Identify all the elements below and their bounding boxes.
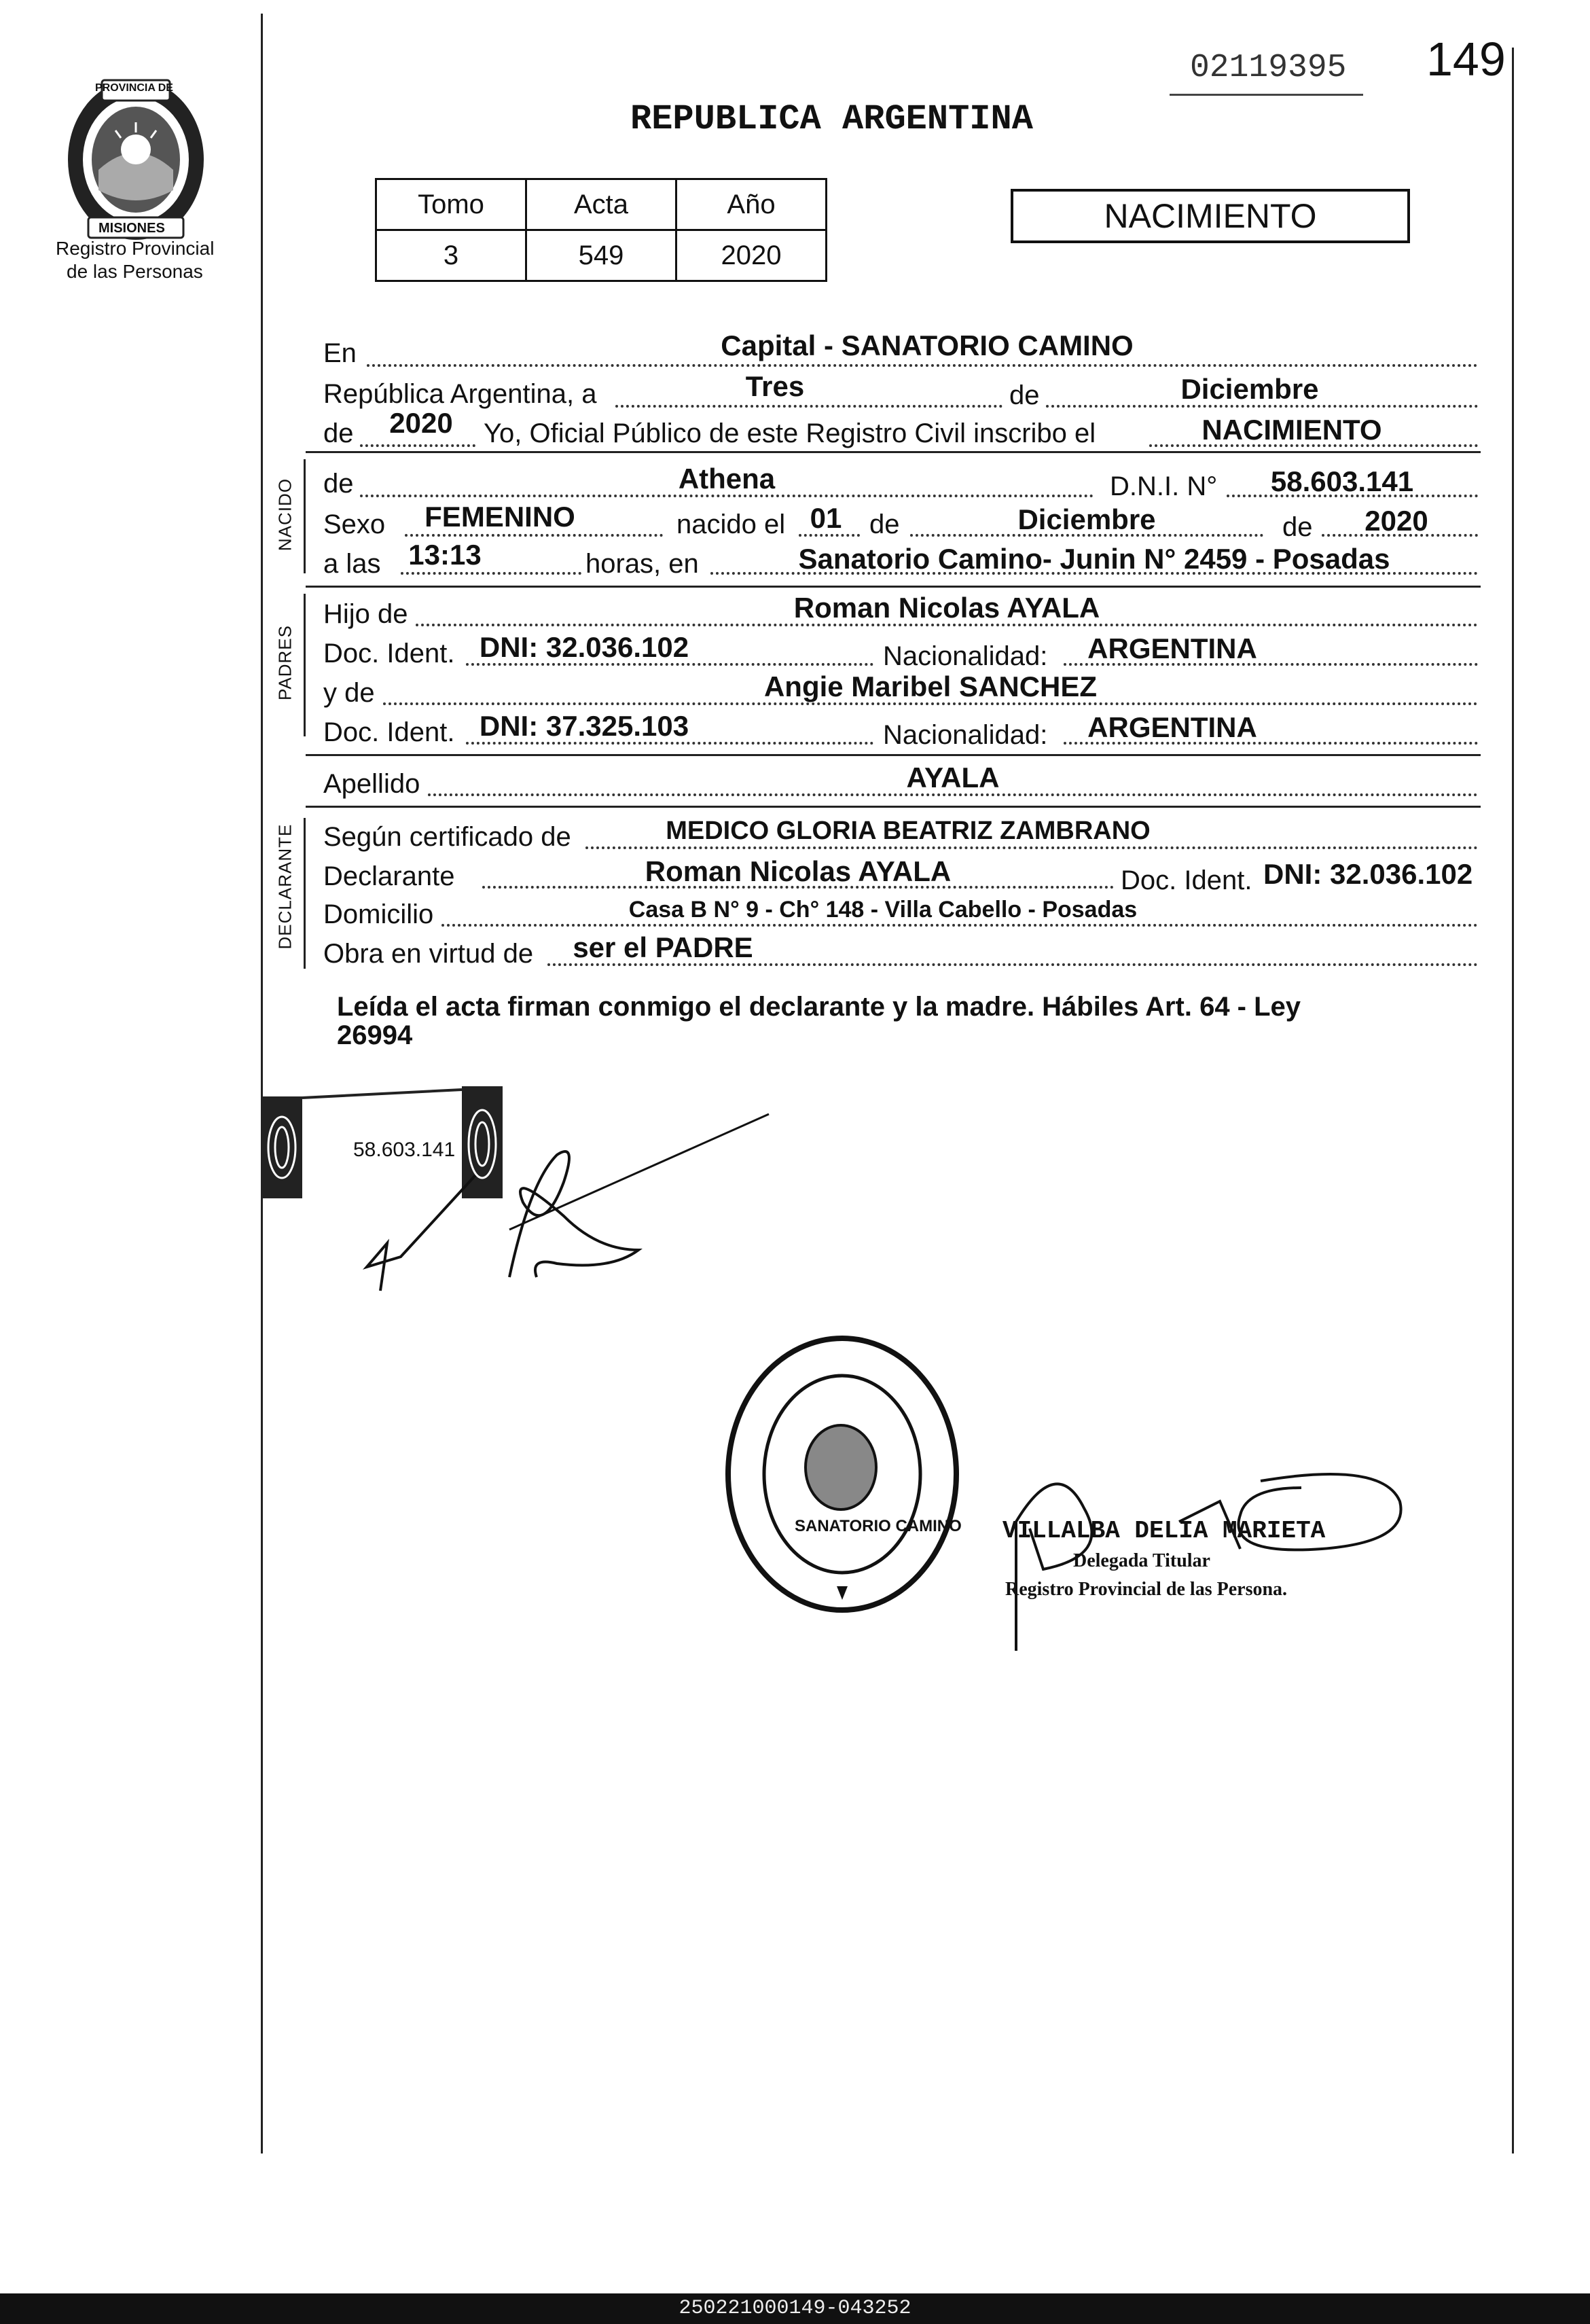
nacido-section-label: NACIDO bbox=[274, 478, 295, 552]
mother-doc: DNI: 37.325.103 bbox=[479, 710, 689, 742]
seal-text-top: PROVINCIA DE bbox=[95, 82, 173, 94]
en-dots bbox=[367, 364, 1478, 367]
birth-day: 01 bbox=[810, 502, 842, 534]
nacido-de-label: de bbox=[323, 469, 354, 499]
divider-2 bbox=[306, 586, 1481, 588]
year-value: 2020 bbox=[389, 407, 453, 439]
stamp-inner-text: SANATORIO CAMINO bbox=[795, 1517, 962, 1535]
father-doc-dots bbox=[466, 663, 873, 666]
declarante-label: Declarante bbox=[323, 861, 455, 891]
y-de-label: y de bbox=[323, 678, 375, 708]
republica-label: República Argentina, a bbox=[323, 379, 597, 409]
mother-doc-label: Doc. Ident. bbox=[323, 717, 455, 747]
father-doc-label: Doc. Ident. bbox=[323, 639, 455, 668]
en-value: Capital - SANATORIO CAMINO bbox=[721, 329, 1134, 361]
declarante-doc: DNI: 32.036.102 bbox=[1263, 858, 1473, 890]
signature-mother bbox=[353, 1101, 774, 1304]
dni-label: D.N.I. N° bbox=[1110, 471, 1218, 501]
sexo-value: FEMENINO bbox=[424, 501, 575, 533]
obra-value: ser el PADRE bbox=[573, 931, 753, 963]
padres-section-label: PADRES bbox=[274, 625, 295, 700]
province-seal-logo bbox=[61, 75, 211, 245]
page-number: 149 bbox=[1426, 33, 1506, 86]
domicilio-value: Casa B N° 9 - Ch° 148 - Villa Cabello - Posadas bbox=[628, 897, 1138, 923]
birth-place: Sanatorio Camino- Junin N° 2459 - Posadas bbox=[798, 543, 1390, 575]
declarante-bracket bbox=[304, 818, 306, 969]
nacido-de3-label: de bbox=[1282, 512, 1313, 542]
child-dni: 58.603.141 bbox=[1270, 465, 1414, 497]
registry-line2: de las Personas bbox=[67, 261, 203, 282]
padres-bracket bbox=[304, 594, 306, 736]
value-anio: 2020 bbox=[676, 230, 827, 281]
nacido-bracket bbox=[304, 459, 306, 573]
time-dots bbox=[401, 572, 581, 575]
seal-text-bottom: MISIONES bbox=[98, 221, 165, 236]
sexo-label: Sexo bbox=[323, 510, 386, 539]
divider-1 bbox=[306, 451, 1481, 453]
apellido-label: Apellido bbox=[323, 769, 420, 799]
father-dots bbox=[416, 624, 1478, 626]
birth-year: 2020 bbox=[1365, 505, 1428, 537]
divider-3 bbox=[306, 754, 1481, 756]
a-las-label: a las bbox=[323, 549, 381, 579]
closing-line1: Leída el acta firman conmigo el declarante y la madre. Hábiles Art. 64 - Ley bbox=[337, 992, 1301, 1022]
official-text: Yo, Oficial Público de este Registro Civil inscribo el bbox=[484, 418, 1096, 448]
mother-dots bbox=[383, 702, 1478, 705]
declarante-section-label: DECLARANTE bbox=[274, 823, 295, 950]
header-anio: Año bbox=[676, 179, 827, 230]
registry-stamp bbox=[720, 1328, 964, 1620]
obra-label: Obra en virtud de bbox=[323, 939, 534, 969]
day-dots bbox=[615, 405, 1002, 408]
certificado-value: MEDICO GLORIA BEATRIZ ZAMBRANO bbox=[666, 817, 1151, 845]
right-margin-line bbox=[1512, 48, 1514, 2153]
act-type-box bbox=[1011, 189, 1410, 243]
serial-box bbox=[1170, 39, 1363, 96]
declarante-doc-label: Doc. Ident. bbox=[1121, 865, 1252, 895]
father-nac-label: Nacionalidad: bbox=[883, 641, 1048, 671]
nacido-el-label: nacido el bbox=[676, 510, 786, 539]
hijo-label: Hijo de bbox=[323, 599, 408, 629]
official-name: VILLALBA DELIA MARIETA bbox=[1002, 1517, 1326, 1545]
father-name: Roman Nicolas AYALA bbox=[793, 592, 1100, 624]
name-dots bbox=[360, 495, 1094, 497]
value-acta: 549 bbox=[526, 230, 676, 281]
father-nationality: ARGENTINA bbox=[1087, 632, 1257, 664]
month-dots bbox=[1046, 405, 1478, 408]
apellido-value: AYALA bbox=[906, 762, 1000, 793]
day-value: Tres bbox=[745, 370, 805, 402]
official-registry: Registro Provincial de las Persona. bbox=[1005, 1579, 1288, 1600]
official-title: Delegada Titular bbox=[1073, 1550, 1210, 1571]
nacido-de2-label: de bbox=[869, 510, 900, 539]
year-dots bbox=[360, 444, 475, 447]
domicilio-label: Domicilio bbox=[323, 899, 434, 929]
closing-line2: 26994 bbox=[337, 1020, 413, 1050]
registry-line1: Registro Provincial bbox=[56, 238, 215, 259]
document-footer-code: 250221000149-043252 bbox=[0, 2293, 1590, 2324]
domicilio-dots bbox=[441, 924, 1478, 927]
child-name: Athena bbox=[678, 463, 776, 495]
en-label: En bbox=[323, 338, 357, 368]
birth-time: 13:13 bbox=[408, 539, 482, 571]
header-tomo: Tomo bbox=[376, 179, 526, 230]
obra-dots bbox=[547, 963, 1478, 966]
month-value: Diciembre bbox=[1180, 373, 1319, 405]
divider-4 bbox=[306, 806, 1481, 808]
mother-name: Angie Maribel SANCHEZ bbox=[763, 671, 1098, 702]
country-title: REPUBLICA ARGENTINA bbox=[630, 99, 1033, 139]
certificado-label: Según certificado de bbox=[323, 822, 571, 852]
mother-nationality: ARGENTINA bbox=[1087, 711, 1257, 743]
act-value: NACIMIENTO bbox=[1201, 414, 1382, 446]
certificado-dots bbox=[585, 846, 1478, 849]
birth-month: Diciembre bbox=[1017, 503, 1156, 535]
declarante-value: Roman Nicolas AYALA bbox=[645, 855, 952, 887]
record-table bbox=[375, 178, 827, 282]
horas-label: horas, en bbox=[585, 549, 699, 579]
de2-label: de bbox=[323, 418, 354, 448]
mother-nac-label: Nacionalidad: bbox=[883, 720, 1048, 750]
father-doc: DNI: 32.036.102 bbox=[479, 631, 689, 663]
value-tomo: 3 bbox=[376, 230, 526, 281]
de-label: de bbox=[1009, 380, 1040, 410]
header-acta: Acta bbox=[526, 179, 676, 230]
apellido-dots bbox=[428, 793, 1478, 796]
act-type-label: NACIMIENTO bbox=[1104, 197, 1317, 235]
mother-doc-dots bbox=[466, 742, 873, 745]
fingerprint-dni: 58.603.141 bbox=[353, 1139, 456, 1161]
sexo-dots bbox=[405, 534, 663, 537]
serial-number: 02119395 bbox=[1190, 50, 1347, 86]
birth-day-dots bbox=[799, 534, 860, 537]
